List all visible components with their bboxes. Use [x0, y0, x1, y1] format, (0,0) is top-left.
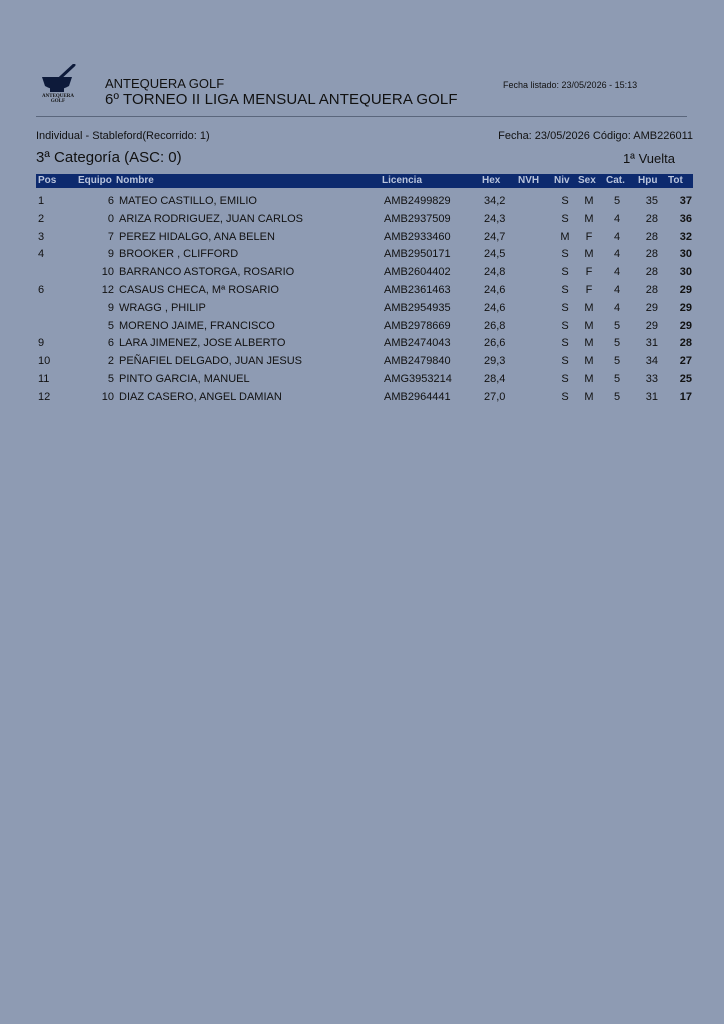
cell-licencia: AMB2361463	[384, 283, 451, 296]
round-label: 1ª Vuelta	[622, 151, 675, 166]
cell-hex: 26,6	[484, 337, 506, 350]
table-row	[36, 319, 693, 337]
cell-tot: 29	[679, 283, 692, 296]
cell-pos: 1	[38, 195, 45, 207]
cell-cat: 4	[613, 248, 621, 261]
cell-pos: 4	[38, 248, 45, 261]
cell-hpu: 28	[645, 266, 658, 279]
cell-cat: 4	[613, 266, 621, 279]
cell-licencia: AMB2474043	[384, 337, 451, 350]
cell-licencia: AMB2954935	[384, 301, 451, 314]
cell-hpu: 34	[645, 355, 658, 368]
cell-hex: 24,3	[484, 212, 506, 225]
cell-nombre: MORENO JAIME, FRANCISCO	[119, 319, 275, 332]
cell-niv: S	[561, 212, 569, 225]
cell-licencia: AMB2604402	[384, 266, 451, 279]
cell-hpu: 31	[645, 390, 658, 403]
cell-licencia: AMB2964441	[384, 390, 451, 403]
cell-sex: M	[584, 337, 594, 350]
cell-tot: 36	[679, 212, 692, 225]
col-hpu: Hpu	[638, 175, 658, 186]
cell-nombre: ARIZA RODRIGUEZ, JUAN CARLOS	[119, 212, 303, 225]
cell-pos: 12	[38, 390, 51, 403]
cell-licencia: AMB2937509	[384, 212, 451, 225]
table-row	[36, 372, 693, 390]
club-name: ANTEQUERA GOLF	[105, 76, 225, 91]
cell-niv: S	[561, 195, 569, 207]
cell-pos: 3	[38, 230, 45, 243]
results-table	[36, 194, 693, 408]
cell-equipo: 2	[107, 355, 114, 368]
col-tot: Tot	[668, 175, 683, 186]
table-row	[36, 194, 693, 212]
cell-sex: F	[585, 230, 593, 243]
cell-tot: 17	[679, 390, 692, 403]
cell-equipo: 0	[107, 212, 114, 225]
cell-tot: 29	[679, 319, 692, 332]
cell-cat: 5	[613, 195, 621, 207]
cell-pos: 10	[38, 355, 51, 368]
cell-tot: 30	[679, 266, 692, 279]
table-row	[36, 283, 693, 301]
cell-tot: 29	[679, 301, 692, 314]
table-row	[36, 212, 693, 230]
cell-equipo: 5	[107, 319, 114, 332]
cell-equipo: 7	[107, 230, 114, 243]
cell-equipo: 6	[107, 337, 114, 350]
listing-date: Fecha listado: 23/05/2026 - 15:13	[503, 80, 638, 90]
cell-hex: 24,8	[484, 266, 506, 279]
col-nvh: NVH	[518, 175, 540, 186]
cell-sex: M	[584, 301, 594, 314]
cell-niv: S	[561, 319, 569, 332]
cell-sex: M	[584, 319, 594, 332]
cell-cat: 5	[613, 319, 621, 332]
cell-sex: M	[584, 248, 594, 261]
cell-nombre: BROOKER , CLIFFORD	[119, 248, 239, 261]
table-row	[36, 247, 693, 265]
cell-niv: S	[561, 390, 569, 403]
logo-wordmark	[36, 94, 80, 104]
cell-tot: 37	[679, 195, 692, 207]
cell-equipo: 9	[107, 248, 114, 261]
cell-hex: 26,8	[484, 319, 506, 332]
cell-cat: 4	[613, 301, 621, 314]
table-row	[36, 390, 693, 408]
cell-hpu: 33	[645, 372, 658, 385]
cell-sex: F	[585, 283, 593, 296]
cell-sex: M	[584, 212, 594, 225]
table-row	[36, 230, 693, 248]
cell-niv: S	[561, 301, 569, 314]
cell-tot: 25	[679, 372, 692, 385]
cell-hpu: 31	[645, 337, 658, 350]
cell-hpu: 28	[645, 212, 658, 225]
col-cat: Cat.	[606, 175, 625, 186]
cell-tot: 28	[679, 337, 692, 350]
club-logo	[36, 64, 80, 108]
table-row	[36, 336, 693, 354]
col-sex: Sex	[578, 175, 596, 186]
cell-cat: 5	[613, 390, 621, 403]
cell-sex: M	[584, 372, 594, 385]
cell-equipo: 10	[101, 390, 114, 403]
cell-nombre: PEREZ HIDALGO, ANA BELEN	[119, 230, 275, 243]
cell-pos: 9	[38, 337, 45, 350]
cell-sex: M	[584, 355, 594, 368]
cell-sex: M	[584, 390, 594, 403]
cell-cat: 5	[613, 355, 621, 368]
cell-licencia: AMB2499829	[384, 195, 451, 207]
cell-equipo: 9	[107, 301, 114, 314]
col-licencia: Licencia	[382, 175, 423, 186]
cell-equipo: 5	[107, 372, 114, 385]
cell-sex: M	[584, 195, 594, 207]
cell-cat: 5	[613, 372, 621, 385]
cell-licencia: AMG3953214	[384, 372, 452, 385]
cell-niv: S	[561, 248, 569, 261]
col-equipo: Equipo	[78, 175, 112, 186]
cell-hex: 34,2	[484, 195, 506, 207]
col-nombre: Nombre	[116, 175, 154, 186]
cell-hpu: 29	[645, 319, 658, 332]
cell-hex: 27,0	[484, 390, 506, 403]
col-hex: Hex	[482, 175, 501, 186]
category-title: 3ª Categoría (ASC: 0)	[36, 149, 182, 166]
cell-equipo: 12	[101, 283, 114, 296]
cell-hex: 24,6	[484, 283, 506, 296]
cell-cat: 4	[613, 230, 621, 243]
table-row	[36, 265, 693, 283]
cell-equipo: 10	[101, 266, 114, 279]
cell-cat: 5	[613, 337, 621, 350]
cell-hex: 29,3	[484, 355, 506, 368]
logo-text-1: ANTEQUERA	[42, 94, 74, 99]
cell-nombre: DIAZ CASERO, ANGEL DAMIAN	[119, 390, 282, 403]
cell-hpu: 35	[645, 195, 658, 207]
cell-nombre: PINTO GARCIA, MANUEL	[119, 372, 250, 385]
table-row	[36, 354, 693, 372]
cell-niv: S	[561, 355, 569, 368]
competition-mode: Individual - Stableford(Recorrido: 1)	[36, 130, 210, 142]
cell-hpu: 29	[645, 301, 658, 314]
cell-sex: F	[585, 266, 593, 279]
cell-licencia: AMB2950171	[384, 248, 451, 261]
cell-niv: S	[561, 337, 569, 350]
cell-licencia: AMB2978669	[384, 319, 451, 332]
col-niv: Niv	[554, 175, 570, 186]
cell-hpu: 28	[645, 230, 658, 243]
cell-niv: S	[561, 266, 569, 279]
cell-hex: 24,6	[484, 301, 506, 314]
table-row	[36, 301, 693, 319]
cell-cat: 4	[613, 283, 621, 296]
cell-niv: S	[561, 372, 569, 385]
cell-tot: 30	[679, 248, 692, 261]
cell-pos: 6	[38, 283, 45, 296]
cell-nombre: BARRANCO ASTORGA, ROSARIO	[119, 266, 295, 279]
cell-nombre: CASAUS CHECA, Mª ROSARIO	[119, 283, 279, 296]
cell-nombre: WRAGG , PHILIP	[119, 301, 206, 314]
cell-nombre: MATEO CASTILLO, EMILIO	[119, 195, 257, 207]
cell-hpu: 28	[645, 248, 658, 261]
cell-licencia: AMB2933460	[384, 230, 451, 243]
cell-nombre: LARA JIMENEZ, JOSE ALBERTO	[119, 337, 286, 350]
date-and-code: Fecha: 23/05/2026 Código: AMB226011	[498, 130, 693, 142]
cell-tot: 27	[679, 355, 692, 368]
tournament-title: 6º TORNEO II LIGA MENSUAL ANTEQUERA GOLF	[105, 91, 458, 108]
table-header	[36, 174, 693, 188]
cell-licencia: AMB2479840	[384, 355, 451, 368]
cell-tot: 32	[679, 230, 692, 243]
cell-hex: 28,4	[484, 372, 506, 385]
cell-niv: S	[561, 283, 569, 296]
mortar-pestle-icon	[36, 64, 80, 94]
cell-cat: 4	[613, 212, 621, 225]
cell-hex: 24,7	[484, 230, 506, 243]
cell-hex: 24,5	[484, 248, 506, 261]
cell-pos: 11	[38, 372, 50, 385]
col-pos: Pos	[38, 175, 57, 186]
cell-nombre: PEÑAFIEL DELGADO, JUAN JESUS	[119, 355, 302, 368]
cell-niv: M	[560, 230, 570, 243]
cell-hpu: 28	[645, 283, 658, 296]
cell-pos: 2	[38, 212, 45, 225]
header-divider	[36, 116, 687, 117]
cell-equipo: 6	[107, 195, 114, 207]
logo-text-2: GOLF	[50, 99, 66, 104]
